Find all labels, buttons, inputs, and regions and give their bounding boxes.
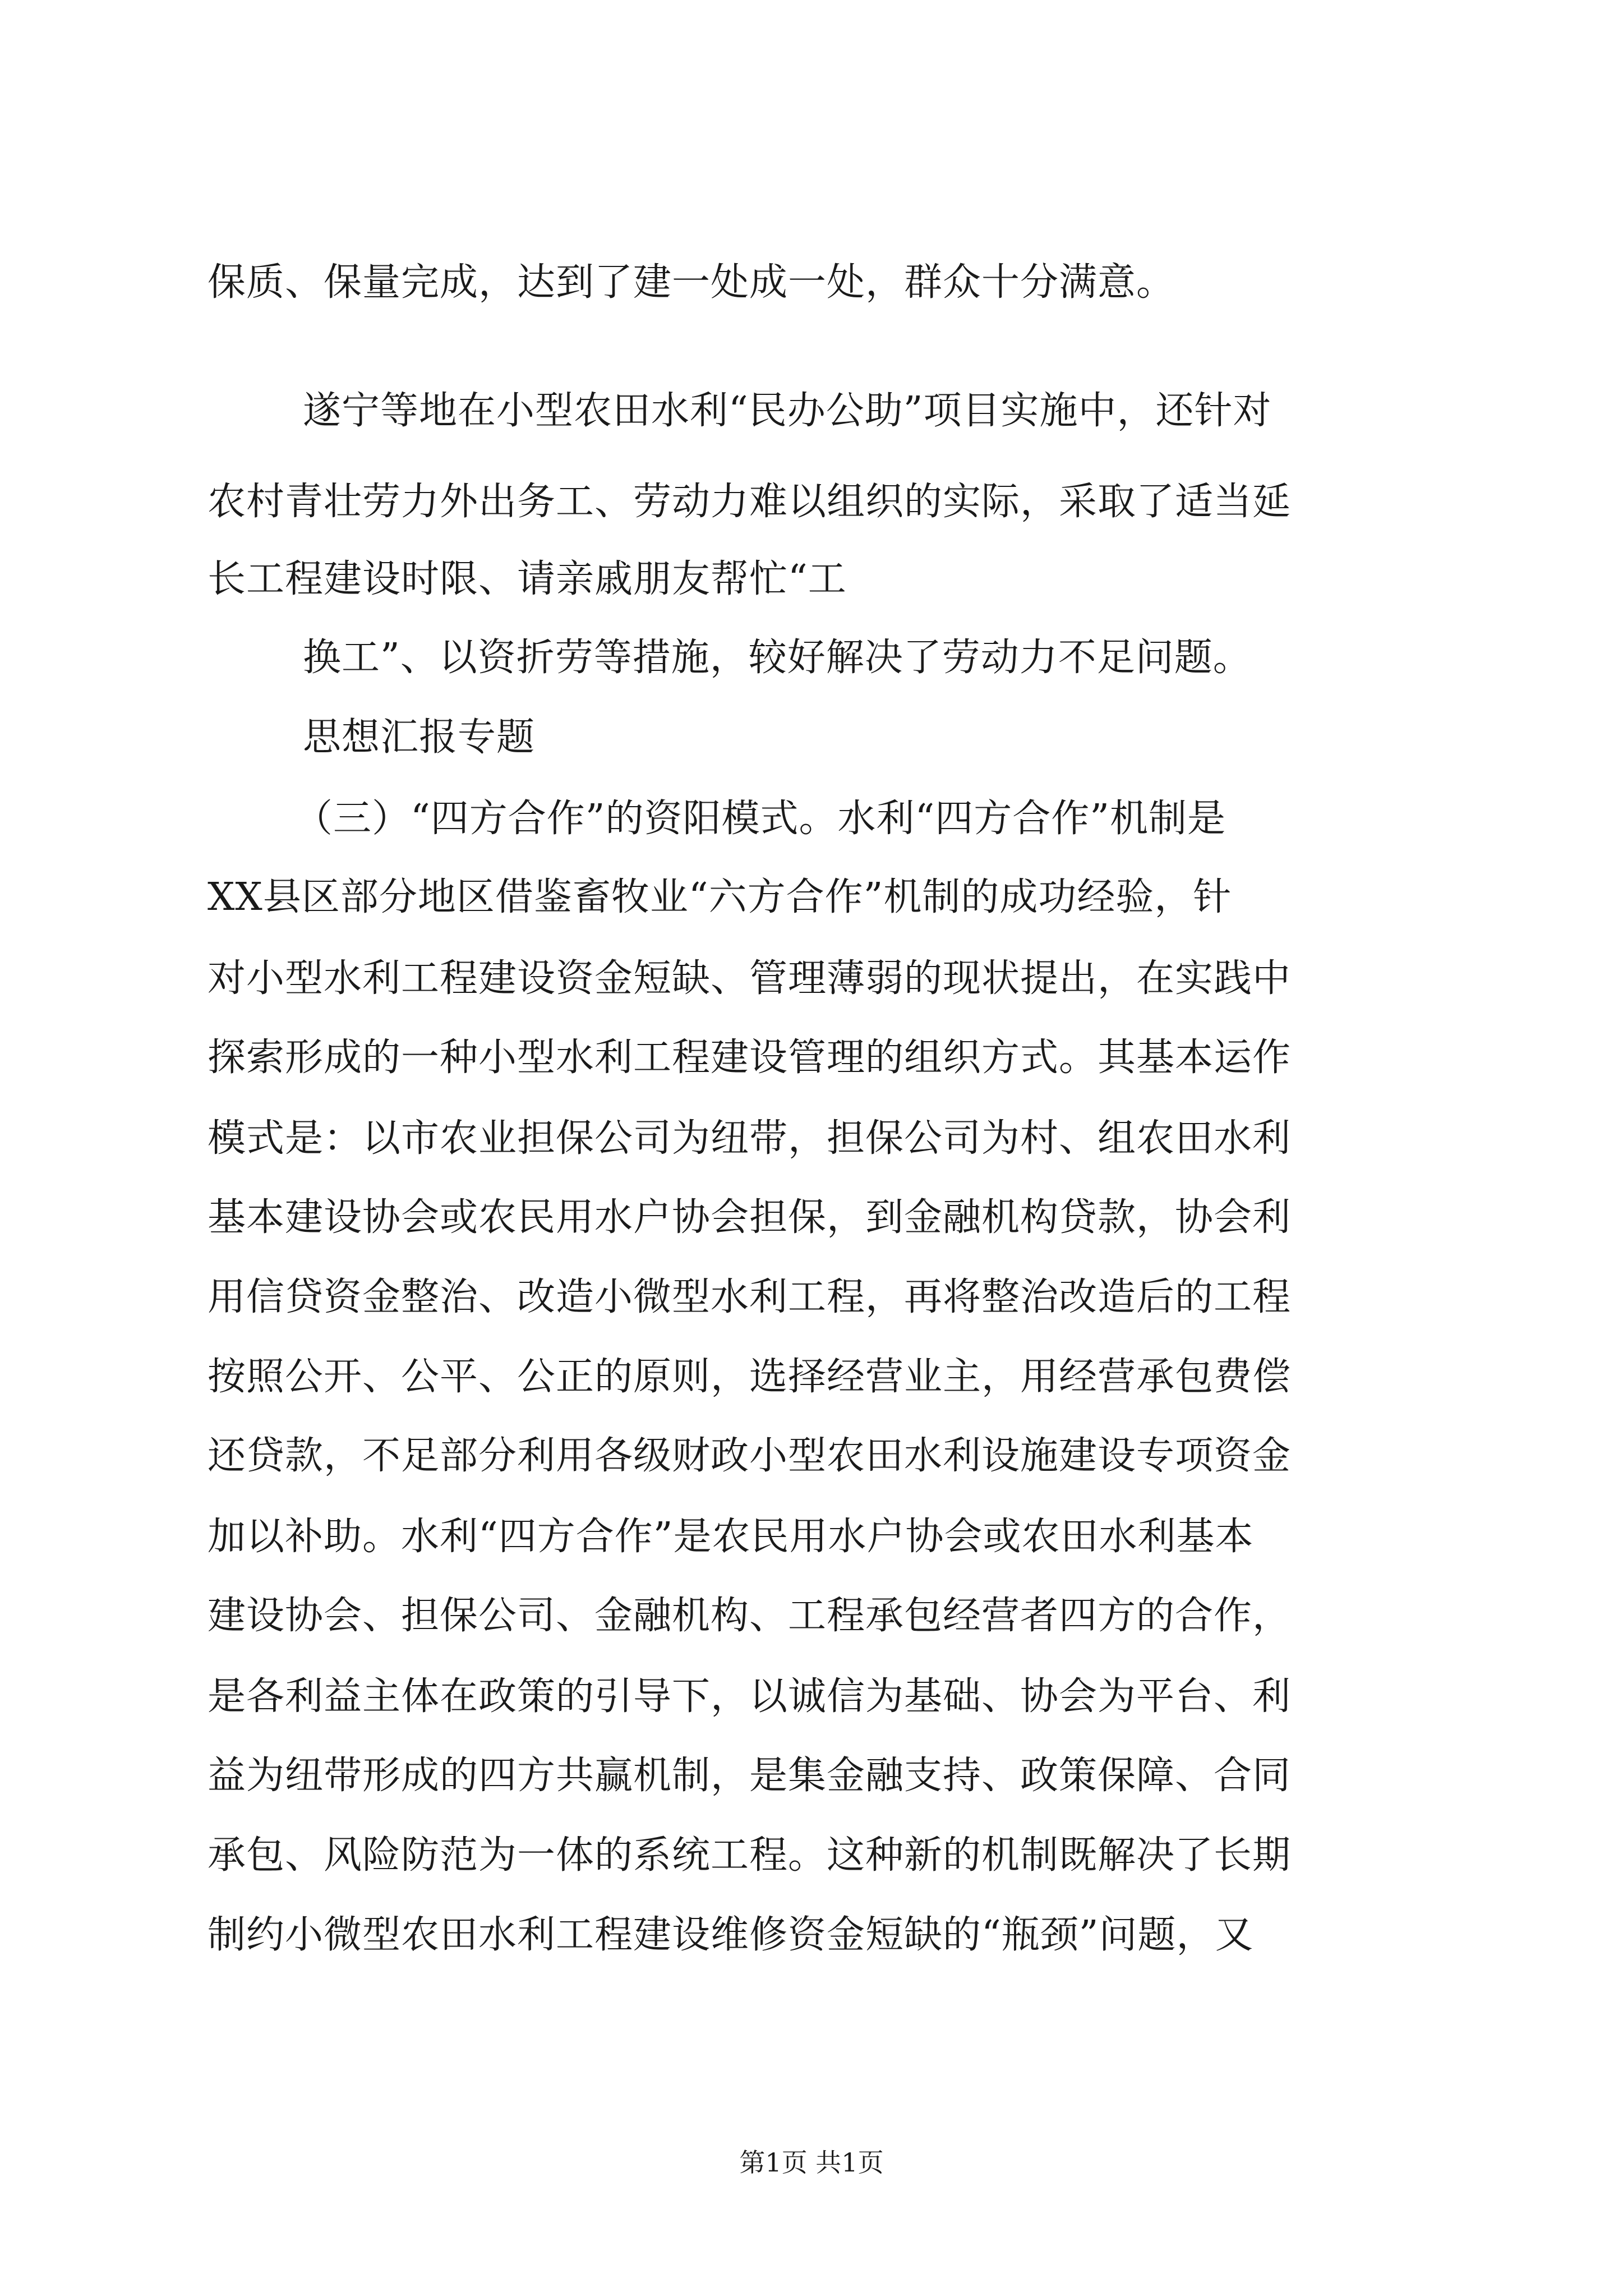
- text-line: 加以补助。水利“四方合作”是农民用水户协会或农田水利基本: [208, 1515, 1254, 1559]
- text-line: （三）“四方合作”的资阳模式。水利“四方合作”机制是: [294, 797, 1227, 841]
- text-line: 是各利益主体在政策的引导下，以诚信为基础、协会为平台、利: [208, 1674, 1292, 1719]
- text-line: XX县区部分地区借鉴畜牧业“六方合作”机制的成功经验，针: [208, 875, 1232, 919]
- text-line: 换工”、以资折劳等措施，较好解决了劳动力不足问题。: [303, 636, 1252, 680]
- page-footer: 第1页 共1页: [739, 2147, 884, 2178]
- text-line: 农村青壮劳力外出务工、劳动力难以组织的实际，采取了适当延: [208, 480, 1292, 524]
- text-line: 还贷款，不足部分利用各级财政小型农田水利设施建设专项资金: [208, 1434, 1292, 1478]
- text-line: 保质、保量完成，达到了建一处成一处，群众十分满意。: [208, 260, 1175, 305]
- text-line: 探索形成的一种小型水利工程建设管理的组织方式。其基本运作: [208, 1036, 1292, 1080]
- text-line: 建设协会、担保公司、金融机构、工程承包经营者四方的合作，: [208, 1594, 1292, 1638]
- text-line: 基本建设协会或农民用水户协会担保，到金融机构贷款，协会利: [208, 1195, 1292, 1240]
- text-line: 承包、风险防范为一体的系统工程。这种新的机制既解决了长期: [208, 1833, 1292, 1878]
- text-line: 按照公开、公平、公正的原则，选择经营业主，用经营承包费偿: [208, 1355, 1292, 1399]
- text-line: 长工程建设时限、请亲戚朋友帮忙“工: [208, 557, 847, 601]
- text-line: 用信贷资金整治、改造小微型水利工程，再将整治改造后的工程: [208, 1275, 1292, 1319]
- text-line: 益为纽带形成的四方共赢机制，是集金融支持、政策保障、合同: [208, 1754, 1292, 1798]
- text-line: 制约小微型农田水利工程建设维修资金短缺的“瓶颈”问题，又: [208, 1913, 1254, 1957]
- section-heading: 思想汇报专题: [303, 715, 536, 760]
- text-line: 模式是：以市农业担保公司为纽带，担保公司为村、组农田水利: [208, 1116, 1292, 1161]
- text-line: 对小型水利工程建设资金短缺、管理薄弱的现状提出，在实践中: [208, 956, 1292, 1001]
- text-line: 遂宁等地在小型农田水利“民办公助”项目实施中，还针对: [303, 389, 1272, 433]
